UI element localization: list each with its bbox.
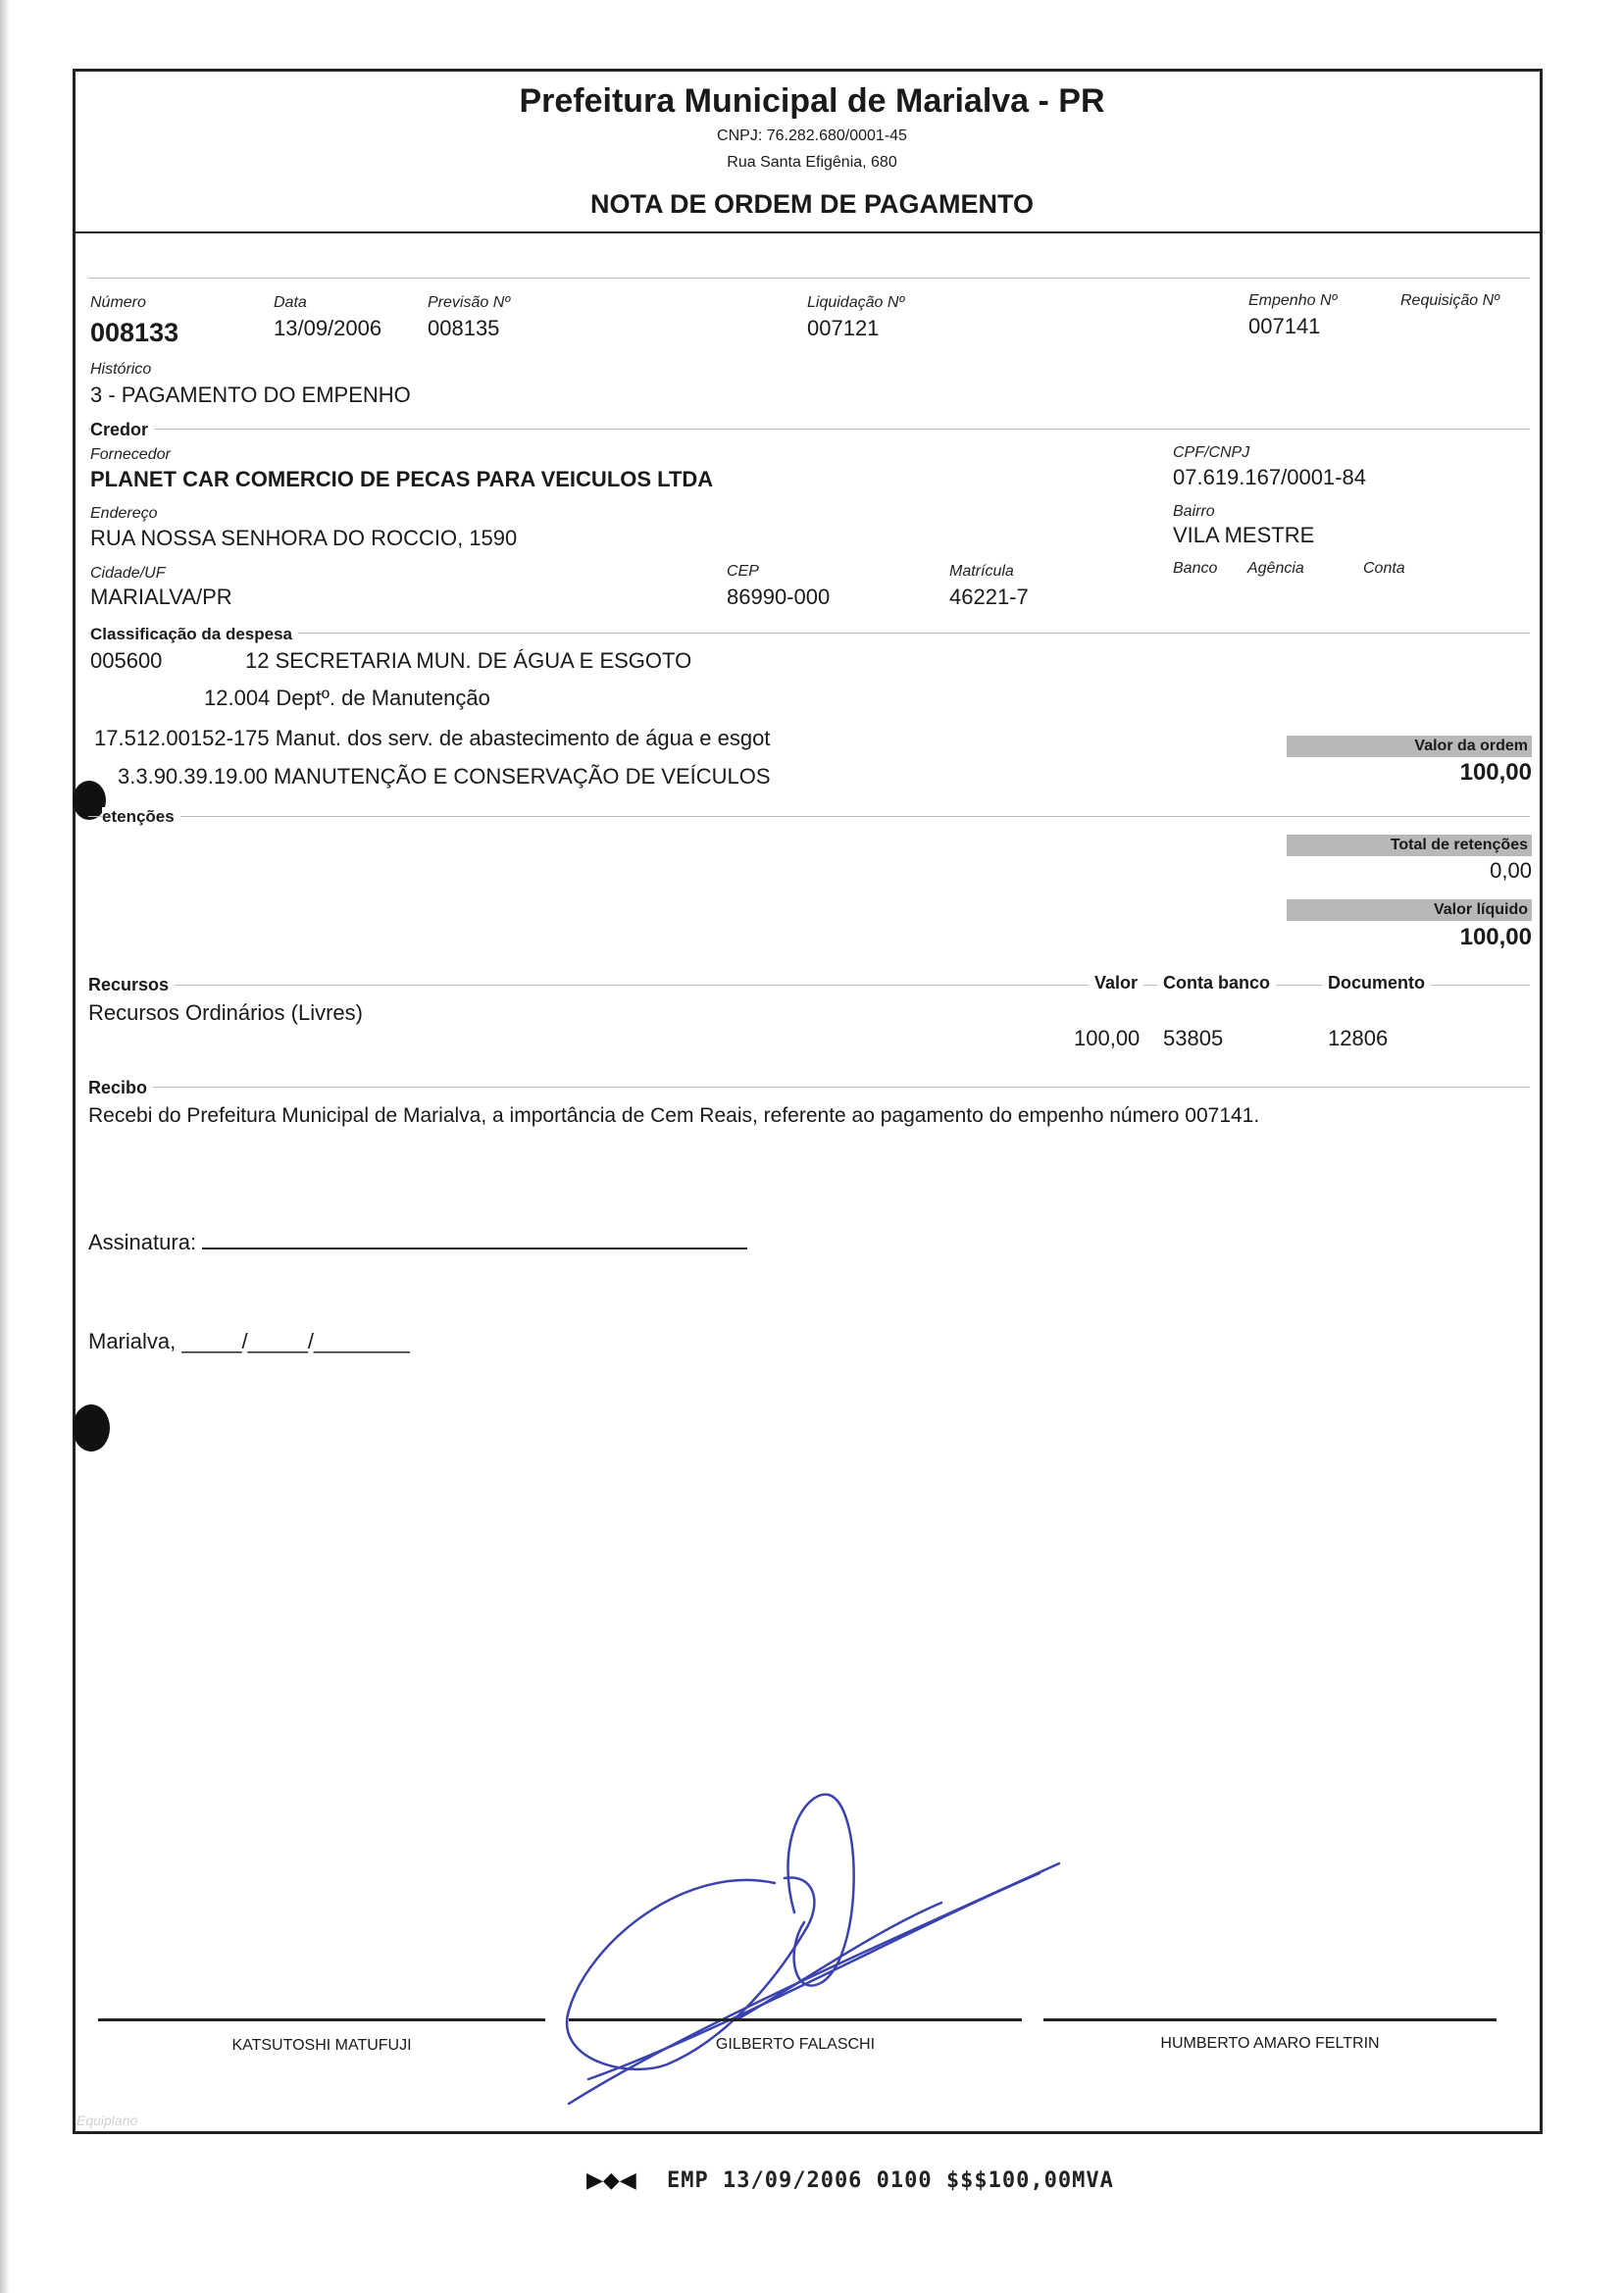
assinatura-label: Assinatura:: [88, 1230, 197, 1254]
cidade-label: Cidade/UF: [90, 565, 166, 582]
conta-banco-col-header: Conta banco: [1157, 973, 1276, 994]
cep-label: CEP: [727, 563, 759, 580]
funcional-text: 17.512.00152-175 Manut. dos serv. de abastecimento de água e esgot: [94, 726, 771, 750]
valor-col-header: Valor: [1089, 973, 1143, 994]
valor-liquido-label: Valor líquido: [1287, 899, 1532, 921]
scan-shadow: [0, 0, 10, 2293]
historico-label: Histórico: [90, 361, 152, 378]
payment-stamp: EMP 13/09/2006 0100 $$$100,00MVA: [667, 2168, 1114, 2193]
liquidacao-value: 007121: [807, 316, 880, 340]
header-divider: [76, 231, 1540, 233]
stamp-logo-icon: ▶◆◀: [586, 2168, 636, 2193]
divider-recursos: [88, 985, 1530, 986]
equiplano-watermark: Equiplano: [76, 2113, 138, 2128]
total-retencoes-value: 0,00: [1490, 858, 1532, 883]
endereco-label: Endereço: [90, 505, 158, 522]
punch-hole-mark-2: [73, 1404, 110, 1452]
recursos-descricao: Recursos Ordinários (Livres): [88, 1000, 363, 1025]
local-data-text: Marialva, _____/_____/________: [88, 1329, 410, 1353]
data-label: Data: [274, 294, 307, 311]
documento-col-header: Documento: [1322, 973, 1431, 994]
cnpj-text: CNPJ: 76.282.680/0001-45: [717, 127, 907, 144]
signature-line-3: [1043, 2018, 1497, 2021]
credor-section: Credor: [90, 420, 154, 440]
classificacao-code: 005600: [90, 648, 163, 673]
signatory-3: HUMBERTO AMARO FELTRIN: [1160, 2035, 1380, 2052]
cpf-value: 07.619.167/0001-84: [1173, 465, 1366, 489]
recibo-section: Recibo: [88, 1078, 153, 1098]
bairro-value: VILA MESTRE: [1173, 523, 1315, 547]
elemento-text: 3.3.90.39.19.00 MANUTENÇÃO E CONSERVAÇÃO DE VEÍCULOS: [118, 764, 771, 789]
previsao-value: 008135: [428, 316, 500, 340]
agencia-label: Agência: [1247, 560, 1304, 577]
requisicao-label: Requisição Nº: [1400, 292, 1499, 309]
recursos-conta-banco: 53805: [1163, 1026, 1224, 1050]
punch-hole-mark: [73, 781, 106, 820]
cpf-label: CPF/CNPJ: [1173, 444, 1250, 461]
numero-label: Número: [90, 294, 146, 311]
valor-ordem-value: 100,00: [1459, 759, 1532, 786]
empenho-label: Empenho Nº: [1248, 292, 1338, 309]
matricula-label: Matrícula: [949, 563, 1014, 580]
cep-value: 86990-000: [727, 585, 831, 609]
fornecedor-value: PLANET CAR COMERCIO DE PECAS PARA VEICULOS LTDA: [90, 467, 714, 491]
divider-order: [88, 278, 1530, 279]
divider-credor: [88, 429, 1530, 430]
handwritten-signature: [549, 1785, 1079, 2109]
secretaria-text: 12 SECRETARIA MUN. DE ÁGUA E ESGOTO: [245, 648, 692, 673]
valor-ordem-label: Valor da ordem: [1287, 736, 1532, 757]
cidade-value: MARIALVA/PR: [90, 585, 232, 609]
banco-label: Banco: [1173, 560, 1218, 577]
signature-line-2: [569, 2018, 1022, 2021]
endereco-value: RUA NOSSA SENHORA DO ROCCIO, 1590: [90, 526, 518, 550]
conta-label: Conta: [1363, 560, 1405, 577]
historico-value: 3 - PAGAMENTO DO EMPENHO: [90, 382, 411, 407]
empenho-value: 007141: [1248, 314, 1321, 338]
matricula-value: 46221-7: [949, 585, 1029, 609]
divider-recibo: [88, 1087, 1530, 1088]
previsao-label: Previsão Nº: [428, 294, 511, 311]
assinatura-line[interactable]: [202, 1248, 747, 1249]
recibo-text: Recebi do Prefeitura Municipal de Marialva, a importância de Cem Reais, referente ao pagamento do empenho número 007141.: [88, 1104, 1260, 1127]
bairro-label: Bairro: [1173, 503, 1215, 520]
signatory-1: KATSUTOSHI MATUFUJI: [231, 2037, 412, 2054]
data-value: 13/09/2006: [274, 316, 382, 340]
valor-liquido-value: 100,00: [1459, 924, 1532, 950]
divider-classificacao: [88, 633, 1530, 634]
liquidacao-label: Liquidação Nº: [807, 294, 905, 311]
signature-line-1: [98, 2018, 545, 2021]
fornecedor-label: Fornecedor: [90, 446, 171, 463]
total-retencoes-label: Total de retenções: [1287, 835, 1532, 856]
recursos-valor: 100,00: [1074, 1026, 1141, 1050]
recursos-documento: 12806: [1328, 1026, 1389, 1050]
page-title: Prefeitura Municipal de Marialva - PR: [519, 82, 1105, 120]
divider-retencoes: [88, 816, 1530, 817]
signatory-2: GILBERTO FALASCHI: [715, 2036, 876, 2053]
recursos-section: Recursos: [88, 975, 175, 995]
document-title: NOTA DE ORDEM DE PAGAMENTO: [589, 189, 1034, 219]
numero-value: 008133: [90, 318, 179, 347]
retencoes-section: etenções: [102, 807, 180, 827]
address-text: Rua Santa Efigênia, 680: [727, 154, 897, 171]
classificacao-section: Classificação da despesa: [90, 625, 298, 644]
departamento-text: 12.004 Deptº. de Manutenção: [204, 686, 490, 710]
